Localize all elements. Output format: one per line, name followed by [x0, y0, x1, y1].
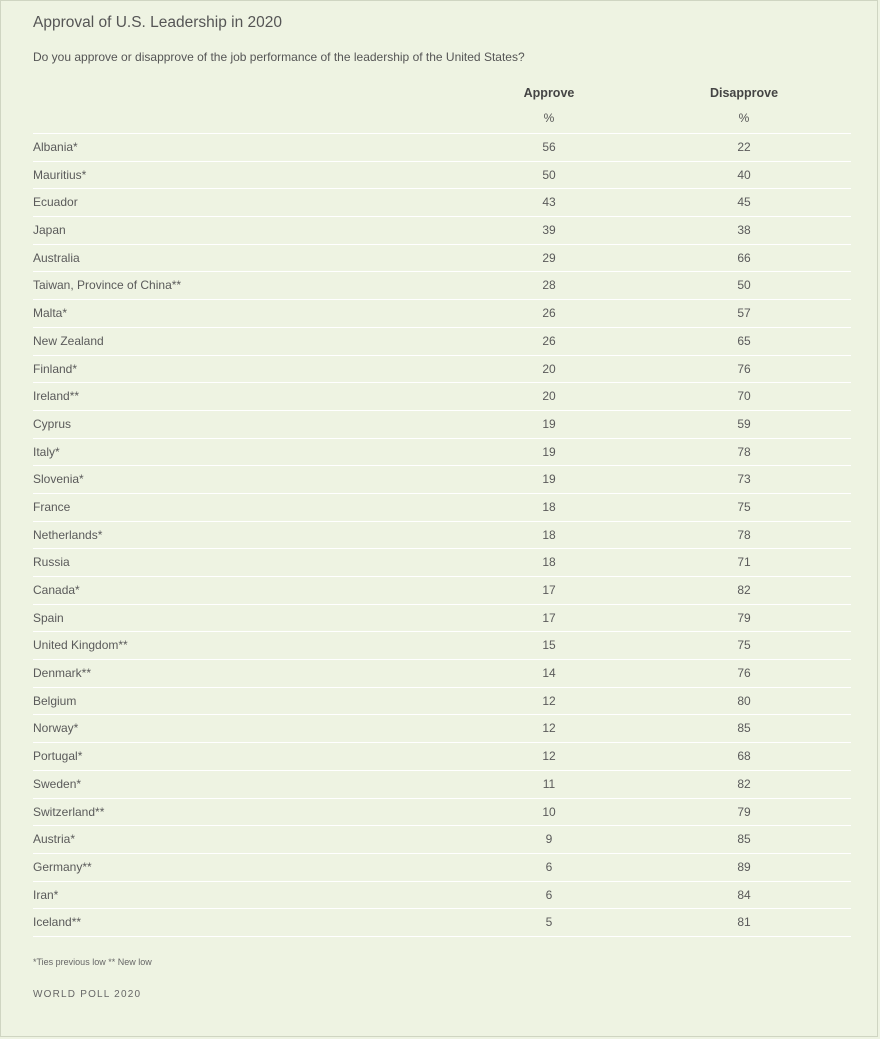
approve-value: 9 — [545, 832, 553, 847]
approve-value: 12 — [542, 721, 556, 736]
country-cell: Italy* — [33, 444, 60, 459]
country-cell: France — [33, 499, 71, 514]
table-row — [33, 687, 851, 715]
country-cell: Albania* — [33, 140, 78, 154]
table-row — [33, 327, 851, 355]
table-body — [33, 133, 851, 936]
disapprove-value: 59 — [737, 416, 751, 431]
disapprove-value: 82 — [737, 583, 751, 597]
table-row — [33, 798, 851, 826]
disapprove-value: 85 — [737, 721, 751, 736]
disapprove-value: 81 — [737, 915, 751, 930]
country-cell: Canada* — [33, 583, 80, 597]
disapprove-value: 73 — [737, 472, 751, 487]
table-row — [33, 216, 851, 244]
country-cell: Spain — [33, 610, 64, 625]
disapprove-value: 76 — [737, 361, 751, 376]
table-row — [33, 825, 851, 853]
table-row — [33, 770, 851, 798]
disapprove-value: 89 — [737, 859, 751, 874]
disapprove-value: 38 — [737, 223, 751, 238]
table-row — [33, 493, 851, 521]
disapprove-value: 82 — [737, 776, 751, 791]
approve-unit-label: % — [543, 111, 555, 125]
disapprove-value: 78 — [737, 527, 751, 542]
approve-value: 43 — [542, 195, 556, 210]
disapprove-value: 75 — [737, 638, 751, 653]
disapprove-value: 84 — [737, 887, 751, 902]
table-row — [33, 576, 851, 604]
approve-value: 18 — [542, 499, 556, 514]
approve-value: 12 — [542, 749, 556, 764]
approve-value: 26 — [542, 333, 556, 348]
country-cell: Switzerland** — [33, 804, 105, 819]
country-cell: Taiwan, Province of China** — [33, 278, 182, 293]
country-cell: Slovenia* — [33, 472, 84, 487]
disapprove-value: 57 — [737, 306, 751, 321]
disapprove-value: 80 — [737, 693, 751, 708]
approve-value: 10 — [542, 804, 556, 819]
table-row — [33, 465, 851, 493]
table-row — [33, 742, 851, 770]
approve-value: 5 — [545, 915, 553, 930]
approve-value: 19 — [542, 444, 556, 459]
country-cell: Netherlands* — [33, 527, 103, 542]
table-row — [33, 714, 851, 742]
country-cell: Ecuador — [33, 195, 78, 210]
country-cell: Malta* — [33, 306, 68, 321]
country-cell: Russia — [33, 555, 70, 570]
table-row — [33, 355, 851, 383]
approve-value: 39 — [542, 223, 556, 238]
table-row — [33, 161, 851, 189]
disapprove-value: 76 — [737, 666, 751, 681]
table-row — [33, 659, 851, 687]
disapprove-unit-label: % — [738, 111, 750, 125]
table-row — [33, 299, 851, 327]
disapprove-value: 22 — [737, 140, 751, 154]
table-row — [33, 548, 851, 576]
footnote: *Ties previous low ** New low — [33, 957, 152, 967]
country-cell: New Zealand — [33, 333, 104, 348]
table-row — [33, 271, 851, 299]
approve-value: 20 — [542, 389, 556, 404]
country-cell: Sweden* — [33, 776, 82, 791]
approve-value: 17 — [542, 583, 556, 597]
country-cell: Portugal* — [33, 749, 83, 764]
table-row — [33, 188, 851, 216]
country-cell: Iceland** — [33, 915, 82, 930]
disapprove-value: 79 — [737, 804, 751, 819]
table-bottom-rule — [33, 936, 851, 937]
approve-value: 18 — [542, 555, 556, 570]
country-cell: Finland* — [33, 361, 78, 376]
disapprove-value: 45 — [737, 195, 751, 210]
approve-value: 28 — [542, 278, 556, 293]
approve-value: 6 — [545, 887, 553, 902]
table-row — [33, 382, 851, 410]
disapprove-value: 71 — [737, 555, 751, 570]
table-row — [33, 631, 851, 659]
disapprove-value: 68 — [737, 749, 751, 764]
table-row — [33, 521, 851, 549]
table-row — [33, 410, 851, 438]
approve-value: 11 — [542, 776, 556, 791]
approve-value: 14 — [542, 666, 556, 681]
country-cell: Iran* — [33, 887, 59, 902]
disapprove-value: 85 — [737, 832, 751, 847]
approve-value: 18 — [542, 527, 556, 542]
country-cell: Cyprus — [33, 416, 72, 431]
disapprove-value: 75 — [737, 499, 751, 514]
table-row — [33, 438, 851, 466]
table-row — [33, 604, 851, 632]
country-cell: Norway* — [33, 721, 79, 736]
approve-value: 26 — [542, 306, 556, 321]
table-row — [33, 908, 851, 936]
approve-value: 6 — [545, 859, 553, 874]
approve-column-header: Approve — [523, 86, 575, 100]
table-row — [33, 881, 851, 909]
approve-value: 19 — [542, 416, 556, 431]
country-cell: Mauritius* — [33, 167, 87, 182]
approve-value: 17 — [542, 610, 556, 625]
disapprove-column-header: Disapprove — [709, 86, 779, 100]
country-cell: Ireland** — [33, 389, 80, 404]
disapprove-value: 79 — [737, 610, 751, 625]
approve-value: 15 — [542, 638, 556, 653]
disapprove-value: 40 — [737, 167, 751, 182]
disapprove-value: 66 — [737, 250, 751, 265]
country-cell: Germany** — [33, 859, 92, 874]
source-label: WORLD POLL 2020 — [33, 989, 142, 1000]
table-row — [33, 133, 851, 161]
disapprove-value: 50 — [737, 278, 751, 293]
country-cell: Belgium — [33, 693, 77, 708]
approve-value: 29 — [542, 250, 556, 265]
approve-value: 50 — [542, 167, 556, 182]
chart-subtitle: Do you approve or disapprove of the job performance of the leadership of the United States? — [33, 50, 525, 64]
table-row — [33, 853, 851, 881]
chart-title: Approval of U.S. Leadership in 2020 — [33, 14, 283, 31]
approve-value: 19 — [542, 472, 556, 487]
country-cell: United Kingdom** — [33, 638, 128, 653]
approve-value: 56 — [542, 140, 556, 154]
country-cell: Austria* — [33, 832, 76, 847]
country-cell: Japan — [33, 223, 66, 238]
approve-value: 20 — [542, 361, 556, 376]
country-cell: Australia — [33, 250, 80, 265]
approve-value: 12 — [542, 693, 556, 708]
disapprove-value: 78 — [737, 444, 751, 459]
table-row — [33, 244, 851, 272]
disapprove-value: 70 — [737, 389, 751, 404]
country-cell: Denmark** — [33, 666, 92, 681]
disapprove-value: 65 — [737, 333, 751, 348]
